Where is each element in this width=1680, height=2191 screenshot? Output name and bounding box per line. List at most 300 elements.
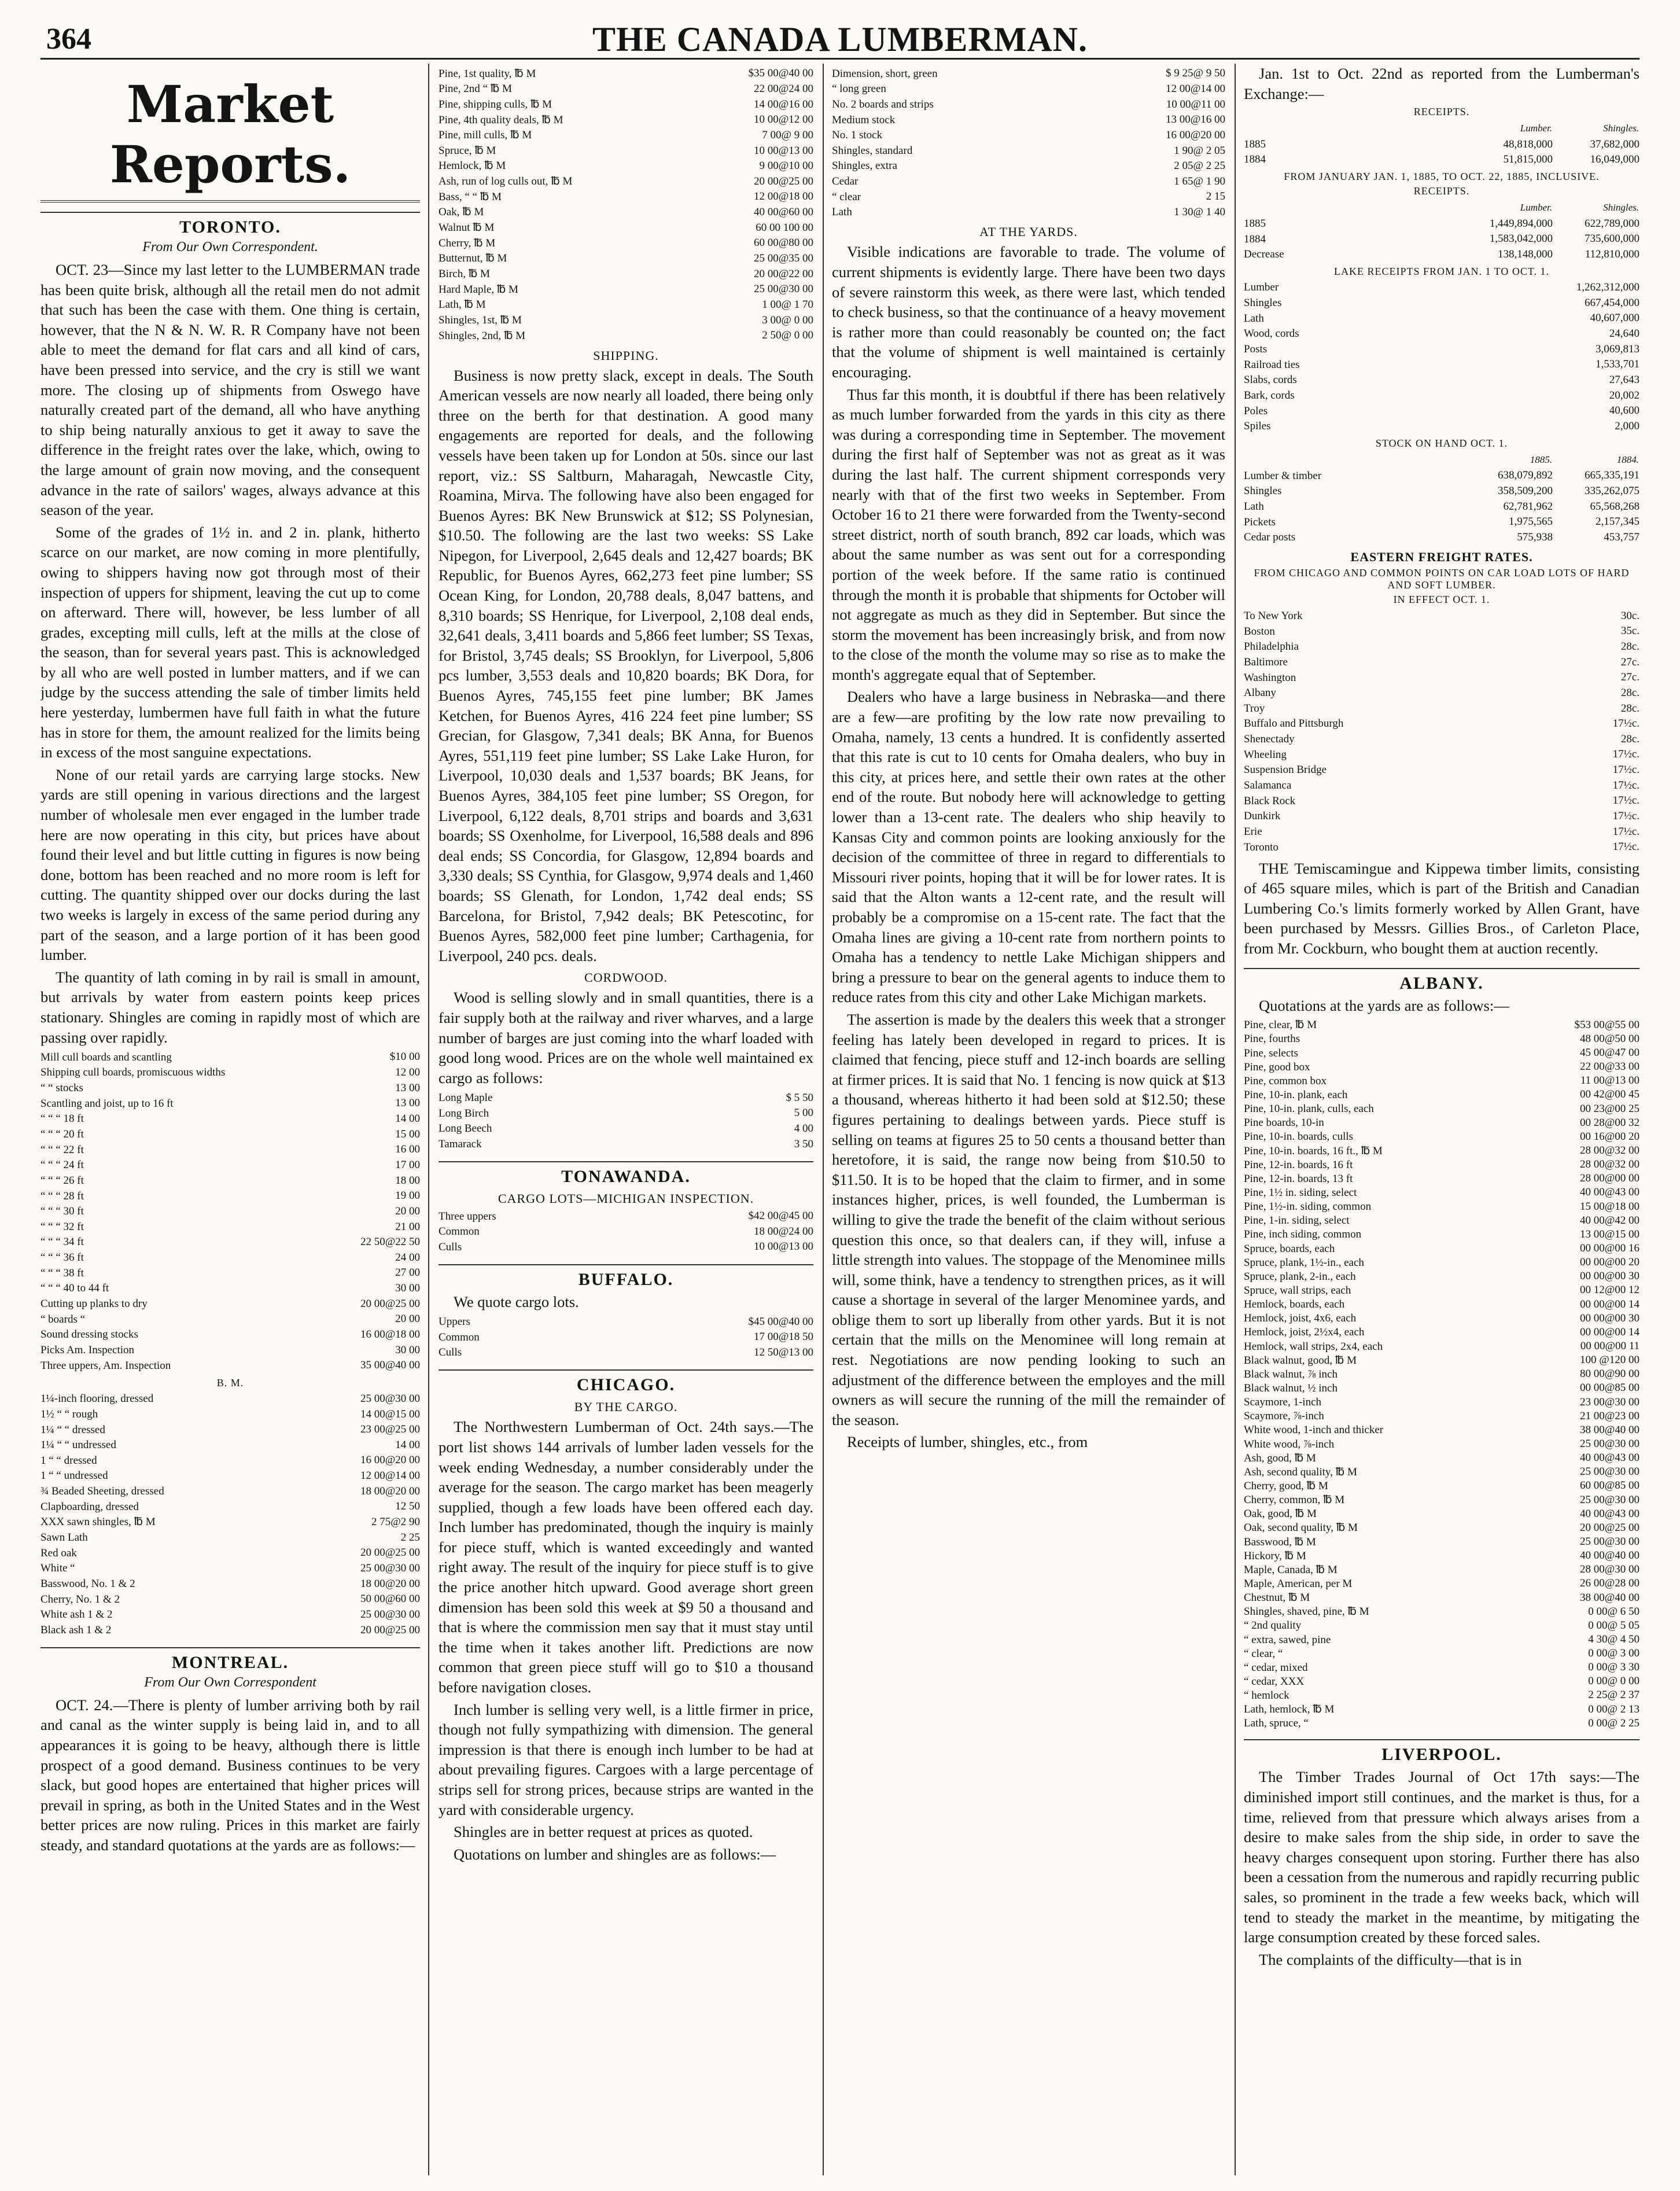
column-3 bbox=[832, 64, 1225, 2175]
row-label: Buffalo and Pittsburgh bbox=[1244, 717, 1344, 730]
row-label: “ long green bbox=[832, 83, 886, 95]
table-row bbox=[40, 1126, 420, 1142]
paragraph: The Northwestern Lumberman of Oct. 24th says.—The port list shows 144 arrivals of lumber laden vessels for the week ending Wednesday, a number considerably under the average for the season. The cargo market has been meagerly supplied, though a few loads have been offered each day. Inch lumber has predominated, though the inquiry is mainly for piece stuff, which is wanted exceedingly and wanted right away. The result of the inquiry for piece stuff is to give the price another hitch upward. Good average short green dimension has been sold this week at $9 50 a thousand and that is where the commission men say that it must stay until the time when it takes another lift. Predictions are now common that green piece stuff will go to $10 a thousand before navigation closes. bbox=[439, 1418, 813, 1696]
row-value: 0 00@ 3 00 bbox=[1588, 1647, 1640, 1660]
table-row bbox=[1244, 1353, 1640, 1367]
table-row bbox=[439, 128, 813, 143]
albany-table bbox=[1244, 1018, 1640, 1730]
stock-rows bbox=[1244, 468, 1640, 545]
row-value: 60 00@80 00 bbox=[754, 237, 813, 249]
table-row bbox=[40, 1204, 420, 1220]
row-value: 20,002 bbox=[1609, 389, 1640, 402]
row-value: 17½c. bbox=[1612, 764, 1640, 776]
table-row bbox=[439, 282, 813, 297]
row-value: 17½c. bbox=[1612, 717, 1640, 730]
row-label: “ “ “ 26 ft bbox=[40, 1174, 84, 1187]
tonawanda-sub: CARGO LOTS—MICHIGAN INSPECTION. bbox=[498, 1191, 754, 1206]
row-label: “ hemlock bbox=[1244, 1689, 1290, 1702]
row-value: 00 28@00 32 bbox=[1580, 1116, 1640, 1129]
row-label: Lath bbox=[1244, 312, 1264, 325]
row-label: “ “ “ 32 ft bbox=[40, 1220, 84, 1233]
table-row bbox=[1244, 341, 1640, 357]
row-value: 1 00@ 1 70 bbox=[762, 298, 813, 311]
paragraph: Visible indications are favorable to trade. The volume of current shipments is evidently large. There have been two days of severe rainstorm this week, as there were last, which tended to check business, so that the continuance of a heavy movement is rather more than could reasonably be counted on; the fact that the volume of shipment is well maintained is certainly encouraging. bbox=[832, 243, 1225, 381]
row-label: Culls bbox=[439, 1240, 462, 1253]
row-value: 20 00@25 00 bbox=[754, 175, 813, 187]
row-label: Pickets bbox=[1244, 515, 1276, 528]
row-label: Birch, ℔ M bbox=[439, 267, 490, 280]
table-row bbox=[40, 1545, 420, 1561]
paragraph: The quantity of lath coming in by rail is small in amount, but arrivals by water from eastern points keep prices stationary. Shingles are coming in rapidly most of which are passing over rapidly. bbox=[40, 968, 420, 1046]
table-row bbox=[1244, 1269, 1640, 1283]
row-value: 17 00@18 50 bbox=[754, 1331, 813, 1343]
row-label: 1¼-inch flooring, dressed bbox=[40, 1393, 154, 1405]
row-value: 60 00@85 00 bbox=[1580, 1479, 1640, 1492]
row-label: Spiles bbox=[1244, 420, 1271, 433]
row-label: Pine, 1-in. siding, select bbox=[1244, 1214, 1350, 1227]
buffalo-table bbox=[439, 1314, 813, 1360]
row-value: 00 42@00 45 bbox=[1580, 1088, 1640, 1101]
table-row bbox=[1244, 1647, 1640, 1660]
toronto-body bbox=[40, 260, 420, 1047]
row-value: 00 00@00 14 bbox=[1580, 1298, 1640, 1310]
row-value: 13 00 bbox=[395, 1097, 420, 1110]
paragraph: None of our retail yards are carrying large stocks. New yards are still opening in various directions and the largest number of wholesale men ever engaged in the lumber trade here are now operating in this city, but prices have about found their level and but little cutting in figures is now being done, bottom has been reached and no more room is left for cutting. The quantity shipped over our docks during the last two weeks is largely in excess of the same period during any part of the season, and a large portion of it has been good lumber. bbox=[40, 765, 420, 964]
row-label: Black Rock bbox=[1244, 794, 1296, 807]
row-value: 00 12@00 12 bbox=[1580, 1284, 1640, 1297]
shipping-body bbox=[439, 366, 813, 966]
row-value: 2 25 bbox=[400, 1531, 420, 1544]
table-row bbox=[439, 159, 813, 174]
row-value: 0 00@ 6 50 bbox=[1588, 1605, 1640, 1618]
table-row bbox=[832, 82, 1225, 97]
row-label: Poles bbox=[1244, 404, 1268, 417]
shipping-heading: SHIPPING. bbox=[593, 348, 659, 363]
col-lumber: Lumber. bbox=[1520, 202, 1552, 213]
row-label: 1 “ “ undressed bbox=[40, 1470, 108, 1482]
row-label: Cutting up planks to dry bbox=[40, 1298, 148, 1310]
row-label: Basswood, No. 1 & 2 bbox=[40, 1577, 135, 1590]
row-label: Black walnut, good, ℔ M bbox=[1244, 1354, 1357, 1367]
table-row bbox=[40, 1515, 420, 1530]
row-label: No. 2 boards and strips bbox=[832, 98, 934, 111]
row-label: “ “ “ 30 ft bbox=[40, 1205, 84, 1218]
row-value: $45 00@40 00 bbox=[748, 1315, 813, 1328]
row-value: 28 00@30 00 bbox=[1580, 1563, 1640, 1576]
row-value: 2 75@2 90 bbox=[371, 1516, 420, 1529]
lake-receipts-head: LAKE RECEIPTS FROM JAN. 1 TO OCT. 1. bbox=[1333, 265, 1550, 277]
table-row bbox=[1244, 1381, 1640, 1395]
row-value: 10 00@12 00 bbox=[754, 113, 813, 126]
row-value: 28c. bbox=[1620, 686, 1640, 699]
montreal-price-table bbox=[439, 66, 813, 344]
stock-head: STOCK ON HAND OCT. 1. bbox=[1375, 437, 1508, 450]
table-row bbox=[40, 1607, 420, 1623]
table-row bbox=[40, 1158, 420, 1173]
col-lumber: Lumber. bbox=[1520, 123, 1552, 134]
paragraph: Some of the grades of 1½ in. and 2 in. plank, hitherto scarce on our market, are now coming in more plentifully, owing to shippers having now got through most of their inspection of uppers for shipment, leaving the cut up to come on afterward. There will, however, be less lumber of all grades, excepting mill culls, left at the mills at the close of the season, than for several years past. This is acknowledged by all who are well posted in lumber matters, and if we can judge by the success attending the sale of timber limits held here yesterday, lumbermen have full faith in what the future has in store for them, the amount realized for the limits being in excess of the most sanguine expectations. bbox=[40, 523, 420, 761]
row-label: Shingles, extra bbox=[832, 160, 897, 172]
table-row bbox=[439, 297, 813, 313]
row-value: 00 23@00 25 bbox=[1580, 1102, 1640, 1115]
row-label: Washington bbox=[1244, 671, 1296, 684]
table-row bbox=[1244, 1451, 1640, 1465]
row-label: Pine, mill culls, ℔ M bbox=[439, 129, 532, 142]
row-value: 15 00@18 00 bbox=[1580, 1200, 1640, 1213]
column-rule bbox=[823, 64, 824, 2175]
row-value: 11 00@13 00 bbox=[1580, 1074, 1640, 1087]
table-row bbox=[1244, 731, 1640, 747]
table-row bbox=[439, 1090, 813, 1106]
row-value: 40 00@43 00 bbox=[1580, 1186, 1640, 1199]
row-label: 1884 bbox=[1244, 233, 1266, 245]
row-value: 0 00@ 2 25 bbox=[1588, 1717, 1640, 1729]
row-label: 1884 bbox=[1244, 153, 1266, 166]
table-row bbox=[40, 1453, 420, 1468]
row-value: 25 00@30 00 bbox=[360, 1392, 420, 1405]
row-label: Walnut ℔ M bbox=[439, 222, 495, 234]
row-value: 3 00@ 0 00 bbox=[762, 314, 813, 326]
row-value: 17½c. bbox=[1612, 779, 1640, 791]
row-label: 1¼ “ “ undressed bbox=[40, 1439, 116, 1452]
row-label: 1 “ “ dressed bbox=[40, 1454, 97, 1467]
row-label: Black ash 1 & 2 bbox=[40, 1623, 112, 1636]
row-value: 16 00@20 00 bbox=[360, 1454, 420, 1467]
row-value: 27c. bbox=[1620, 656, 1640, 668]
row-value: 17½c. bbox=[1612, 810, 1640, 822]
row-value: 25 00@30 00 bbox=[360, 1562, 420, 1574]
row-value: 28 00@32 00 bbox=[1580, 1144, 1640, 1157]
row-label: Sound dressing stocks bbox=[40, 1328, 138, 1341]
table-row bbox=[40, 1576, 420, 1592]
row-value: 25 00@30 00 bbox=[1580, 1493, 1640, 1506]
chicago-body bbox=[439, 1417, 813, 1864]
row-label: Spruce, ℔ M bbox=[439, 144, 496, 157]
table-row bbox=[1244, 686, 1640, 701]
table-row bbox=[1244, 137, 1640, 152]
row-value: 2,157,345 bbox=[1596, 515, 1640, 528]
row-value: 28 00@32 00 bbox=[1580, 1158, 1640, 1171]
table-row bbox=[40, 1592, 420, 1607]
table-row bbox=[1244, 1493, 1640, 1507]
cordwood-body bbox=[439, 988, 813, 1088]
paragraph: Quotations on lumber and shingles are as follows:— bbox=[454, 1845, 776, 1863]
row-value: 12 50 bbox=[395, 1500, 420, 1513]
row-value: 1,262,312,000 bbox=[1576, 281, 1640, 294]
row-label: Boston bbox=[1244, 625, 1275, 638]
row-value: 22 00@33 00 bbox=[1580, 1060, 1640, 1073]
table-row bbox=[40, 1142, 420, 1158]
table-row bbox=[1244, 1158, 1640, 1172]
table-row bbox=[40, 1483, 420, 1499]
row-label: Clapboarding, dressed bbox=[40, 1500, 139, 1513]
row-label: XXX sawn shingles, ℔ M bbox=[40, 1516, 156, 1529]
row-value: 0 00@ 5 05 bbox=[1588, 1619, 1640, 1632]
row-label: “ “ “ 36 ft bbox=[40, 1251, 84, 1264]
row-value: 48 00@50 00 bbox=[1580, 1032, 1640, 1045]
table-row bbox=[1244, 373, 1640, 388]
row-value: 1 65@ 1 90 bbox=[1174, 175, 1225, 187]
table-row bbox=[439, 235, 813, 251]
table-row bbox=[1244, 1367, 1640, 1381]
row-label: Hard Maple, ℔ M bbox=[439, 283, 518, 296]
table-row bbox=[439, 328, 813, 344]
table-row bbox=[439, 1106, 813, 1121]
table-row bbox=[1244, 357, 1640, 373]
decrease-row bbox=[1244, 247, 1640, 262]
toronto-price-table bbox=[40, 1050, 420, 1373]
row-value: 1,583,042,000 bbox=[1489, 233, 1553, 245]
table-row bbox=[1244, 1563, 1640, 1577]
row-value: 2 15 bbox=[1206, 190, 1225, 203]
col-1885: 1885. bbox=[1530, 454, 1552, 466]
montreal-body bbox=[40, 1695, 420, 1855]
table-row bbox=[40, 1530, 420, 1545]
row-value: 13 00@16 00 bbox=[1166, 113, 1225, 126]
row-value: 20 00@25 00 bbox=[360, 1546, 420, 1559]
row-label: Cherry, No. 1 & 2 bbox=[40, 1593, 120, 1605]
row-label: Scantling and joist, up to 16 ft bbox=[40, 1097, 174, 1110]
table-row bbox=[1244, 1688, 1640, 1702]
row-value: 20 00@25 00 bbox=[360, 1623, 420, 1636]
row-value: 40 00@40 00 bbox=[1580, 1549, 1640, 1562]
row-label: Baltimore bbox=[1244, 656, 1288, 668]
table-row bbox=[439, 251, 813, 267]
row-label: Long Maple bbox=[439, 1091, 493, 1104]
column-2 bbox=[439, 64, 813, 2175]
row-value: 18 00 bbox=[395, 1174, 420, 1187]
table-row bbox=[439, 1314, 813, 1330]
row-value: 19 00 bbox=[395, 1190, 420, 1202]
table-row bbox=[439, 1224, 813, 1240]
row-label: Spruce, plank, 2-in., each bbox=[1244, 1270, 1356, 1283]
table-row bbox=[1244, 1060, 1640, 1074]
row-value: 17½c. bbox=[1612, 825, 1640, 838]
row-label: Dimension, short, green bbox=[832, 67, 938, 80]
row-label: Scaymore, 1-inch bbox=[1244, 1396, 1322, 1409]
row-label: Picks Am. Inspection bbox=[40, 1343, 135, 1356]
row-label: Hemlock, boards, each bbox=[1244, 1298, 1345, 1311]
row-label: “ “ “ 24 ft bbox=[40, 1159, 84, 1172]
yards-body bbox=[832, 242, 1225, 1452]
table-row bbox=[1244, 216, 1640, 231]
table-row bbox=[40, 1422, 420, 1438]
row-value: $53 00@55 00 bbox=[1574, 1018, 1640, 1031]
row-label: Ash, second quality, ℔ M bbox=[1244, 1465, 1357, 1478]
table-row bbox=[40, 1391, 420, 1407]
row-value: 3,069,813 bbox=[1596, 343, 1640, 355]
row-value: 5 00 bbox=[794, 1107, 813, 1120]
row-label: Common bbox=[439, 1331, 480, 1343]
row-value: 28c. bbox=[1620, 702, 1640, 715]
table-row bbox=[439, 1239, 813, 1255]
row-value: 13 00 bbox=[395, 1081, 420, 1094]
table-row bbox=[1244, 499, 1640, 514]
table-row bbox=[1244, 1018, 1640, 1032]
albany-intro: Quotations at the yards are as follows:— bbox=[1259, 996, 1509, 1014]
table-row bbox=[40, 1219, 420, 1235]
column-rule bbox=[1235, 64, 1236, 2175]
row-value: 17½c. bbox=[1612, 794, 1640, 807]
paragraph: Wood is selling slowly and in small quantities, there is a fair supply both at the railway and river wharves, and a large number of barges are just coming into the wharf loaded with good long wood. Prices are on the whole well maintained ex cargo as follows: bbox=[439, 989, 813, 1087]
row-label: “ “ “ 40 to 44 ft bbox=[40, 1282, 109, 1295]
row-value: 28 00@00 00 bbox=[1580, 1172, 1640, 1185]
paragraph: Inch lumber is selling very well, is a little firmer in price, though not fully sympathizing with dimension. The general impression is that there is enough inch lumber to be had at about prevailing figures. Cargoes with a large percentage of strips sell for strong prices, because strips are wanted in the yard with considerable urgency. bbox=[439, 1700, 813, 1818]
row-value: 37,682,000 bbox=[1590, 138, 1640, 150]
row-label: “ clear bbox=[832, 190, 861, 203]
toronto-bm-table bbox=[40, 1391, 420, 1638]
table-row bbox=[1244, 1129, 1640, 1143]
row-label: Troy bbox=[1244, 702, 1265, 715]
row-value: 20 00 bbox=[395, 1313, 420, 1325]
table-row bbox=[1244, 403, 1640, 419]
row-label: 1¼ “ “ dressed bbox=[40, 1423, 105, 1436]
row-value: 45 00@47 00 bbox=[1580, 1047, 1640, 1059]
receipts-table-2 bbox=[1244, 200, 1640, 262]
table-row bbox=[40, 1050, 420, 1065]
table-row bbox=[832, 66, 1225, 82]
table-row bbox=[40, 1312, 420, 1327]
row-label: Chestnut, ℔ M bbox=[1244, 1592, 1310, 1604]
paragraph: OCT. 23—Since my last letter to the LUMBERMAN trade has been quite brisk, although all the retail men do not admit that such has been the case with them. One thing is certain, however, that the N & N. W. R. R Company have not been able to meet the demand for flat cars and all kind of cars, have been pressed into service, and the cry is still we want more. The closing up of shipments from Oswego have naturally created part of the demand, all who have anything to ship being naturally anxious to get it away to save the difference in the freight rates over the lake, which, owing to the large amount of grain now moving, and the consequent advance in the rate of sailors' wages, always advance at this season of the year. bbox=[40, 261, 420, 519]
table-row bbox=[439, 189, 813, 205]
table-row bbox=[1244, 1409, 1640, 1423]
row-value: 0 00@ 0 00 bbox=[1588, 1675, 1640, 1688]
paragraph: The Timber Trades Journal of Oct 17th says:—The diminished import still continues, and the market is thus, for a time, relieved from that pressure which always arises from a desire to make sales from the ship side, in order to save the heavy charges consequent upon storing. Further there has also been a cessation from the numerous and rapidly recurring public sales, so prominent in the trade a few weeks back, which will tend to steady the market in the meantime, by mitigating the large consumption created by these forced sales. bbox=[1244, 1768, 1640, 1946]
row-value: 735,600,000 bbox=[1585, 233, 1640, 245]
row-label: Spruce, plank, 1½-in., each bbox=[1244, 1256, 1364, 1269]
row-label: No. 1 stock bbox=[832, 129, 883, 142]
column-4 bbox=[1244, 64, 1640, 2175]
row-label: Albany bbox=[1244, 687, 1276, 699]
row-label: Oak, second quality, ℔ M bbox=[1244, 1522, 1358, 1534]
column-1 bbox=[40, 64, 420, 2175]
chicago-sub: BY THE CARGO. bbox=[574, 1400, 678, 1415]
table-row bbox=[832, 112, 1225, 128]
table-row bbox=[1244, 1227, 1640, 1241]
buffalo-heading: BUFFALO. bbox=[439, 1264, 813, 1290]
row-value: 453,757 bbox=[1604, 531, 1640, 544]
row-label: Long Beech bbox=[439, 1122, 492, 1135]
row-label: Black walnut, ½ inch bbox=[1244, 1382, 1338, 1394]
row-value: 2 05@ 2 25 bbox=[1174, 160, 1225, 172]
row-value: 358,509,200 bbox=[1498, 485, 1553, 498]
row-label: Pine, shipping culls, ℔ M bbox=[439, 98, 552, 111]
row-label: White wood, ⅞-inch bbox=[1244, 1438, 1335, 1450]
row-label: Shingles, 1st, ℔ M bbox=[439, 314, 522, 326]
paragraph: Receipts of lumber, shingles, etc., from bbox=[847, 1433, 1088, 1451]
row-value: 12 00@14 00 bbox=[1166, 82, 1225, 95]
row-value: 30 00 bbox=[395, 1282, 420, 1295]
row-label: Pine, 12-in. boards, 13 ft bbox=[1244, 1172, 1353, 1185]
row-label: Lath bbox=[832, 206, 852, 219]
row-label: Bark, cords bbox=[1244, 389, 1295, 402]
row-label: Wood, cords bbox=[1244, 327, 1299, 340]
row-value: 12 00@18 00 bbox=[754, 190, 813, 203]
row-label: Cherry, ℔ M bbox=[439, 237, 496, 249]
table-row bbox=[40, 1561, 420, 1577]
table-row bbox=[1244, 152, 1640, 168]
table-row bbox=[1244, 1255, 1640, 1269]
row-label: Long Birch bbox=[439, 1107, 489, 1120]
row-label: Pine, 1½-in. siding, common bbox=[1244, 1201, 1372, 1213]
row-value: $ 5 50 bbox=[786, 1091, 813, 1104]
row-label: Oak, ℔ M bbox=[439, 206, 484, 219]
row-value: $10 00 bbox=[389, 1051, 420, 1063]
paragraph: The assertion is made by the dealers this week that a stronger feeling has lately been developed in regard to prices. It is claimed that fencing, piece stuff and 12-inch boards are selling at firmer prices. It is said that No. 1 fencing is now quick at $13 a thousand, whereas hitherto it had been sold at $12.50; these figures pertaining to dealings between yards. Piece stuff is selling on teams at figures 25 to 50 cents a thousand better than heretofore, it is said, the range now being from $10.50 to $11.50. It is to be hoped that the claim to firmer, and in some instances higher, prices, is well founded, the Lumberman is willing to give the trade the benefit of the claim without serious question this once, so that dealers can, if they will, infuse a little strength into values. The stoppage of the Menominee mills will, some think, have a tendency to strengthen prices, as it will cause a shortage in several of the larger Menominee yards, and oblige them to sort up liberally from other yards. But it is not certain that the mills on the Menominee will long remain at rest. Negotiations are now pending looking to such an adjustment of the difference between the employes and the mill owners as will secure the running of the mill the remainder of the season. bbox=[832, 1010, 1225, 1428]
freight-sub-1: FROM CHICAGO AND COMMON POINTS ON CAR LOAD LOTS OF HARD AND SOFT LUMBER. bbox=[1254, 567, 1630, 591]
table-row bbox=[439, 220, 813, 235]
table-row bbox=[1244, 514, 1640, 530]
table-row bbox=[40, 1438, 420, 1453]
row-value: 40 00@43 00 bbox=[1580, 1452, 1640, 1464]
row-label: Shingles bbox=[1244, 297, 1282, 310]
row-value: 00 00@00 20 bbox=[1580, 1256, 1640, 1269]
row-value: 1,975,565 bbox=[1509, 515, 1553, 528]
row-label: Maple, American, per M bbox=[1244, 1577, 1353, 1590]
toronto-heading: TORONTO. bbox=[40, 212, 420, 237]
row-label: Butternut, ℔ M bbox=[439, 252, 507, 265]
table-row bbox=[1244, 809, 1640, 824]
row-value: 24 00 bbox=[395, 1251, 420, 1264]
row-label: Lath bbox=[1244, 500, 1264, 513]
freight-note: THE Temiscamingue and Kippewa timber limits, consisting of 465 square miles, which is part of the British and Canadian Lumbering Co.'s limits formerly worked by Allen Grant, have been purchased by Messrs. Gillies Bros., of Carleton Place, from Mr. Cockburn, who bought them at auction recently. bbox=[1244, 859, 1640, 957]
row-label: Pine, 1½ in. siding, select bbox=[1244, 1187, 1357, 1199]
row-value: 575,938 bbox=[1517, 531, 1553, 544]
row-value: $ 9 25@ 9 50 bbox=[1166, 67, 1225, 80]
row-value: 28c. bbox=[1620, 732, 1640, 745]
row-label: “ “ “ 38 ft bbox=[40, 1266, 84, 1279]
row-value: 4 30@ 4 50 bbox=[1588, 1633, 1640, 1645]
table-row bbox=[832, 97, 1225, 112]
table-row bbox=[439, 266, 813, 282]
row-label: Cherry, good, ℔ M bbox=[1244, 1479, 1328, 1492]
table-row bbox=[439, 1330, 813, 1345]
row-value: 00 00@00 14 bbox=[1580, 1325, 1640, 1338]
row-label: Cedar posts bbox=[1244, 531, 1296, 544]
toronto-table2-heading: B. M. bbox=[216, 1376, 244, 1389]
row-label: Maple, Canada, ℔ M bbox=[1244, 1563, 1338, 1576]
row-label: Wheeling bbox=[1244, 748, 1287, 761]
row-label: Philadelphia bbox=[1244, 640, 1299, 653]
row-label: “ clear, “ bbox=[1244, 1647, 1283, 1660]
row-value: 50 00@60 00 bbox=[360, 1593, 420, 1605]
table-row bbox=[1244, 1074, 1640, 1088]
row-value: 40 00@43 00 bbox=[1580, 1507, 1640, 1520]
receipts-table-1 bbox=[1244, 120, 1640, 167]
row-value: 00 00@00 30 bbox=[1580, 1270, 1640, 1283]
masthead: THE CANADA LUMBERMAN. bbox=[592, 20, 1088, 58]
table-row bbox=[1244, 1437, 1640, 1450]
column-rule bbox=[428, 64, 429, 2175]
table-row bbox=[439, 1121, 813, 1137]
table-row bbox=[1244, 1045, 1640, 1059]
row-label: Culls bbox=[439, 1346, 462, 1359]
table-row bbox=[40, 1188, 420, 1204]
table-row bbox=[1244, 763, 1640, 778]
table-row bbox=[1244, 793, 1640, 809]
table-row bbox=[1244, 1172, 1640, 1185]
row-value: 9 00@10 00 bbox=[759, 160, 813, 172]
row-label: “ extra, sawed, pine bbox=[1244, 1633, 1331, 1646]
row-value: 23 00@30 00 bbox=[1580, 1395, 1640, 1408]
table-row bbox=[1244, 1297, 1640, 1311]
row-label: Railroad ties bbox=[1244, 358, 1300, 371]
yards-heading: AT THE YARDS. bbox=[979, 224, 1078, 240]
table-row bbox=[1244, 1032, 1640, 1045]
row-label: Pine boards, 10-in bbox=[1244, 1117, 1324, 1129]
row-label: Red oak bbox=[40, 1546, 77, 1559]
